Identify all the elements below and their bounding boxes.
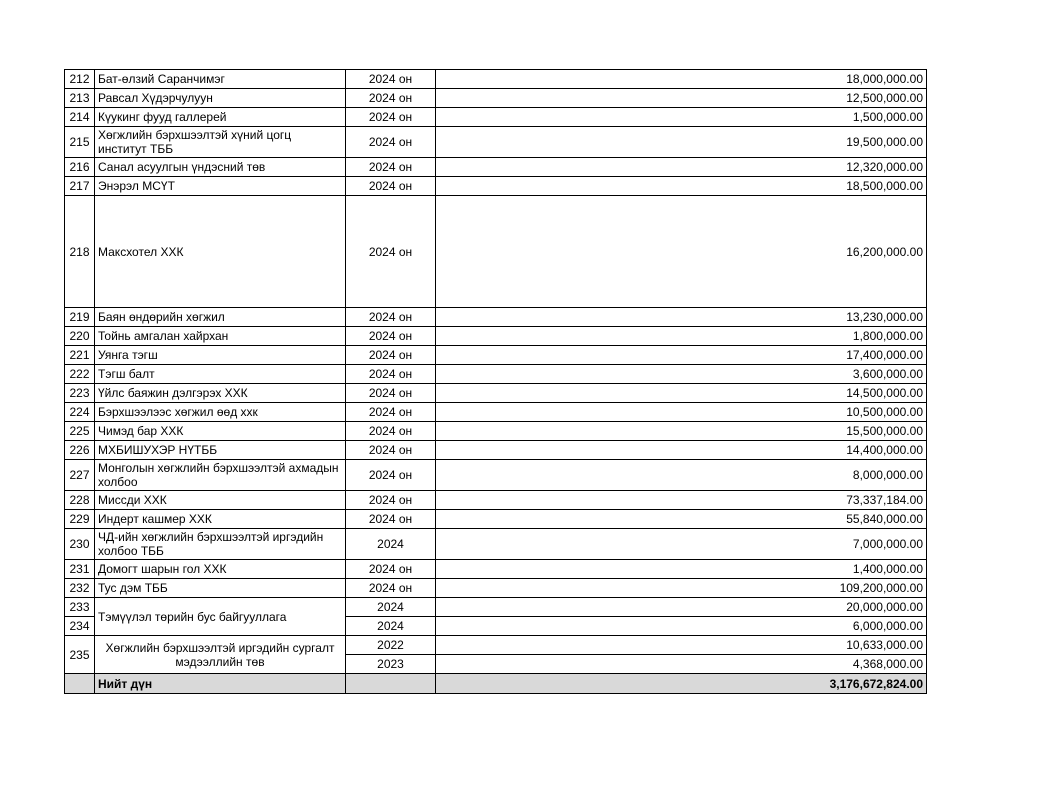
organization-name: Монголын хөгжлийн бэрхшээлтэй ахмадын холбоо bbox=[95, 460, 346, 491]
total-amount: 3,176,672,824.00 bbox=[436, 674, 927, 694]
organization-name: Күукинг фууд галлерей bbox=[95, 108, 346, 127]
table-row bbox=[65, 365, 927, 384]
amount-cell: 14,500,000.00 bbox=[436, 384, 927, 403]
organization-name: Бэрхшээлээс хөгжил өөд ххк bbox=[95, 403, 346, 422]
table-row bbox=[65, 460, 927, 491]
year-cell: 2022 bbox=[346, 636, 436, 655]
grant-table-body bbox=[65, 70, 927, 694]
row-number: 224 bbox=[65, 403, 95, 422]
amount-cell: 18,500,000.00 bbox=[436, 177, 927, 196]
row-number: 218 bbox=[65, 196, 95, 308]
table-row bbox=[65, 158, 927, 177]
table-row bbox=[65, 177, 927, 196]
table-row bbox=[65, 308, 927, 327]
row-number: 230 bbox=[65, 529, 95, 560]
year-cell: 2024 он bbox=[346, 491, 436, 510]
year-cell: 2024 он bbox=[346, 177, 436, 196]
table-row bbox=[65, 108, 927, 127]
amount-cell: 1,500,000.00 bbox=[436, 108, 927, 127]
row-number: 235 bbox=[65, 636, 95, 674]
table-row bbox=[65, 529, 927, 560]
table-row bbox=[65, 598, 927, 617]
row-number: 223 bbox=[65, 384, 95, 403]
row-number: 225 bbox=[65, 422, 95, 441]
amount-cell: 12,320,000.00 bbox=[436, 158, 927, 177]
organization-name: ЧД-ийн хөгжлийн бэрхшээлтэй иргэдийн холбоо ТББ bbox=[95, 529, 346, 560]
year-cell: 2024 он bbox=[346, 560, 436, 579]
amount-cell: 55,840,000.00 bbox=[436, 510, 927, 529]
amount-cell: 18,000,000.00 bbox=[436, 70, 927, 89]
year-cell: 2024 он bbox=[346, 158, 436, 177]
organization-name: МХБИШУХЭР НҮТББ bbox=[95, 441, 346, 460]
year-cell: 2024 bbox=[346, 598, 436, 617]
row-number: 222 bbox=[65, 365, 95, 384]
year-cell: 2024 он bbox=[346, 346, 436, 365]
row-number: 215 bbox=[65, 127, 95, 158]
year-cell: 2024 он bbox=[346, 108, 436, 127]
organization-name: Санал асуулгын үндэсний төв bbox=[95, 158, 346, 177]
organization-name: Равсал Хүдэрчулуун bbox=[95, 89, 346, 108]
year-cell: 2024 он bbox=[346, 579, 436, 598]
amount-cell: 109,200,000.00 bbox=[436, 579, 927, 598]
organization-name: Уянга тэгш bbox=[95, 346, 346, 365]
amount-cell: 14,400,000.00 bbox=[436, 441, 927, 460]
row-number: 226 bbox=[65, 441, 95, 460]
year-cell: 2024 он bbox=[346, 384, 436, 403]
row-number: 229 bbox=[65, 510, 95, 529]
organization-name: Тойнь амгалан хайрхан bbox=[95, 327, 346, 346]
table-row bbox=[65, 70, 927, 89]
organization-name: Тэмүүлэл төрийн бус байгууллага bbox=[95, 598, 346, 636]
year-cell: 2024 он bbox=[346, 327, 436, 346]
year-cell: 2024 он bbox=[346, 127, 436, 158]
amount-cell: 7,000,000.00 bbox=[436, 529, 927, 560]
year-cell: 2024 он bbox=[346, 460, 436, 491]
total-label: Нийт дүн bbox=[95, 674, 346, 694]
organization-name: Бат-өлзий Саранчимэг bbox=[95, 70, 346, 89]
organization-name: Чимэд бар ХХК bbox=[95, 422, 346, 441]
amount-cell: 17,400,000.00 bbox=[436, 346, 927, 365]
table-row bbox=[65, 89, 927, 108]
row-number: 234 bbox=[65, 617, 95, 636]
row-number: 233 bbox=[65, 598, 95, 617]
row-number: 216 bbox=[65, 158, 95, 177]
organization-name: Хөгжлийн бэрхшээлтэй хүний цогц институт ТББ bbox=[95, 127, 346, 158]
year-cell: 2024 он bbox=[346, 510, 436, 529]
amount-cell: 4,368,000.00 bbox=[436, 655, 927, 674]
total-row bbox=[65, 674, 927, 694]
year-cell: 2024 bbox=[346, 529, 436, 560]
table-row bbox=[65, 560, 927, 579]
row-number: 212 bbox=[65, 70, 95, 89]
amount-cell: 19,500,000.00 bbox=[436, 127, 927, 158]
amount-cell: 1,400,000.00 bbox=[436, 560, 927, 579]
row-number: 220 bbox=[65, 327, 95, 346]
amount-cell: 8,000,000.00 bbox=[436, 460, 927, 491]
amount-cell: 6,000,000.00 bbox=[436, 617, 927, 636]
organization-name: Тэгш балт bbox=[95, 365, 346, 384]
amount-cell: 10,500,000.00 bbox=[436, 403, 927, 422]
year-cell: 2024 он bbox=[346, 403, 436, 422]
organization-name: Миссди ХХК bbox=[95, 491, 346, 510]
organization-name: Тус дэм ТББ bbox=[95, 579, 346, 598]
amount-cell: 10,633,000.00 bbox=[436, 636, 927, 655]
row-number: 228 bbox=[65, 491, 95, 510]
table-row bbox=[65, 403, 927, 422]
organization-name: Үйлс баяжин дэлгэрэх ХХК bbox=[95, 384, 346, 403]
table-row bbox=[65, 196, 927, 308]
amount-cell: 15,500,000.00 bbox=[436, 422, 927, 441]
total-year-cell bbox=[346, 674, 436, 694]
year-cell: 2024 он bbox=[346, 308, 436, 327]
amount-cell: 3,600,000.00 bbox=[436, 365, 927, 384]
amount-cell: 20,000,000.00 bbox=[436, 598, 927, 617]
organization-name: Баян өндөрийн хөгжил bbox=[95, 308, 346, 327]
row-number: 217 bbox=[65, 177, 95, 196]
organization-name: Хөгжлийн бэрхшээлтэй иргэдийн сургалт мэдээллийн төв bbox=[95, 636, 346, 674]
table-row bbox=[65, 491, 927, 510]
organization-name: Индерт кашмер ХХК bbox=[95, 510, 346, 529]
row-number: 213 bbox=[65, 89, 95, 108]
year-cell: 2024 он bbox=[346, 441, 436, 460]
row-number: 227 bbox=[65, 460, 95, 491]
table-row bbox=[65, 510, 927, 529]
table-row bbox=[65, 346, 927, 365]
organization-name: Энэрэл МСҮТ bbox=[95, 177, 346, 196]
row-number: 232 bbox=[65, 579, 95, 598]
year-cell: 2024 он bbox=[346, 422, 436, 441]
year-cell: 2023 bbox=[346, 655, 436, 674]
amount-cell: 16,200,000.00 bbox=[436, 196, 927, 308]
grant-table bbox=[64, 69, 927, 694]
year-cell: 2024 он bbox=[346, 365, 436, 384]
year-cell: 2024 он bbox=[346, 89, 436, 108]
year-cell: 2024 он bbox=[346, 196, 436, 308]
amount-cell: 12,500,000.00 bbox=[436, 89, 927, 108]
year-cell: 2024 bbox=[346, 617, 436, 636]
row-number: 214 bbox=[65, 108, 95, 127]
total-number-cell bbox=[65, 674, 95, 694]
row-number: 219 bbox=[65, 308, 95, 327]
table-row bbox=[65, 327, 927, 346]
amount-cell: 1,800,000.00 bbox=[436, 327, 927, 346]
table-row bbox=[65, 127, 927, 158]
table-row bbox=[65, 636, 927, 655]
organization-name: Максхотел ХХК bbox=[95, 196, 346, 308]
table-row bbox=[65, 384, 927, 403]
year-cell: 2024 он bbox=[346, 70, 436, 89]
amount-cell: 13,230,000.00 bbox=[436, 308, 927, 327]
table-row bbox=[65, 579, 927, 598]
row-number: 231 bbox=[65, 560, 95, 579]
table-row bbox=[65, 441, 927, 460]
organization-name: Домогт шарын гол ХХК bbox=[95, 560, 346, 579]
amount-cell: 73,337,184.00 bbox=[436, 491, 927, 510]
row-number: 221 bbox=[65, 346, 95, 365]
table-row bbox=[65, 422, 927, 441]
